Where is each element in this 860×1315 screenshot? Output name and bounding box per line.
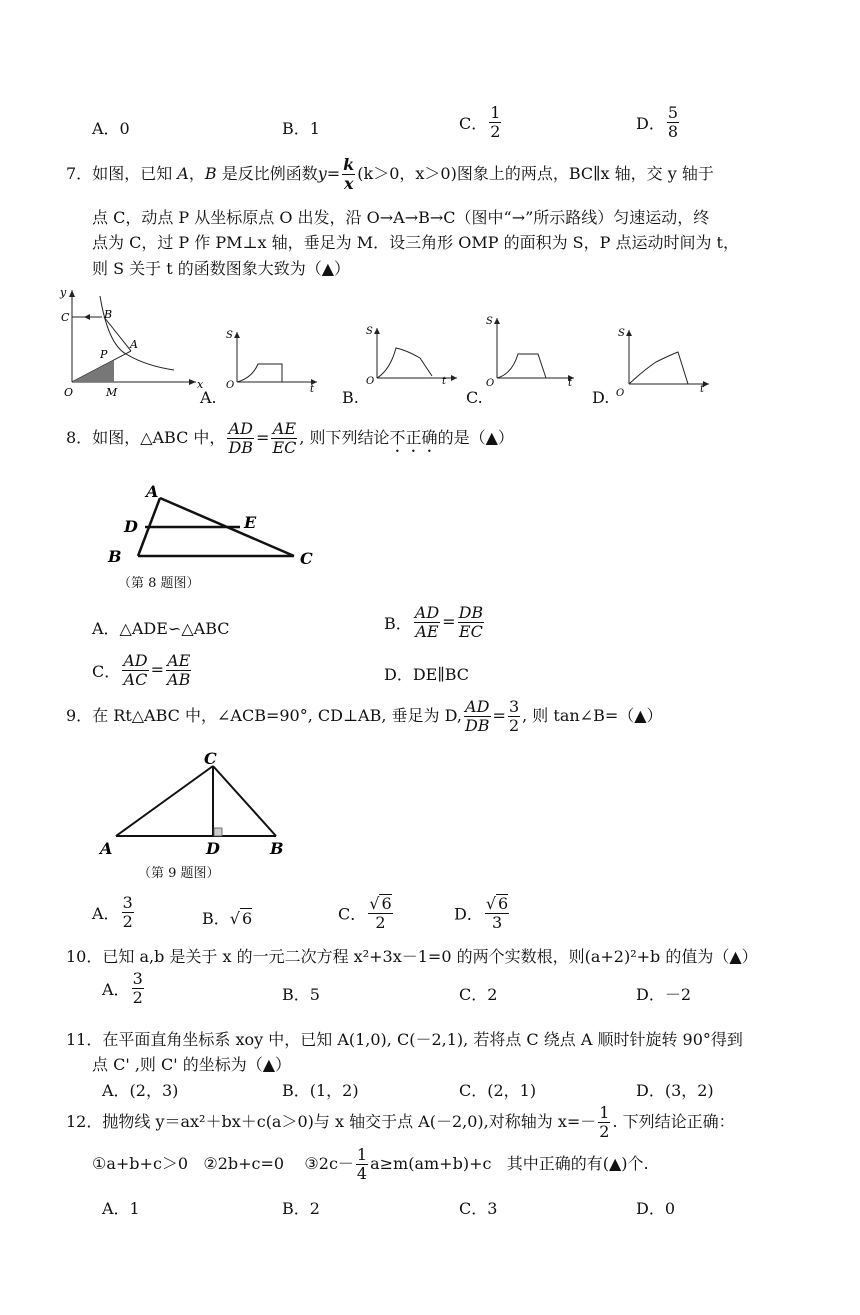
q9-figure <box>96 748 296 858</box>
svg-text:O: O <box>616 388 625 399</box>
q11-option-d: D．(3，2) <box>636 1081 714 1100</box>
q10-option-b: B．5 <box>282 985 320 1004</box>
svg-text:S: S <box>226 330 233 341</box>
q10-option-d: D．－2 <box>636 985 692 1004</box>
q12-option-b: B．2 <box>282 1199 320 1218</box>
q11-line-2: 点 C' ,则 C' 的坐标为（▲） <box>92 1055 292 1074</box>
q6-option-c: C． $\frac{1}{2}$ <box>459 103 501 141</box>
q7-line-1: 7．如图，已知 A，B 是反比例函数y= $\frac{k}{x}$ (k＞0，x＞0)图象上的两点，BC∥x 轴，交 y 轴于 <box>66 155 714 193</box>
fig7-p-label: P <box>100 348 108 361</box>
q11-option-b: B．(1，2) <box>282 1081 359 1100</box>
fig7-a-label: A <box>130 338 138 351</box>
svg-text:D: D <box>124 517 138 536</box>
fig7-o-label: O <box>64 386 74 399</box>
q6-option-d: D． $\frac{5}{8}$ <box>636 103 679 141</box>
q7-graph-b <box>362 320 462 390</box>
q12-line-2: ①a+b+c＞0 ②2b+c=0 ③2c－ $\frac{1}{4}$ a≥m(am+b)+c 其中正确的有(▲)个. <box>92 1145 649 1183</box>
svg-text:C: C <box>204 749 217 768</box>
svg-text:S: S <box>618 328 625 339</box>
fig7-c-label: C <box>61 311 70 324</box>
q9-option-b: B．√ 6 <box>202 909 253 928</box>
q8-option-c: C． $\frac{AD}{AC}$ = $\frac{AE}{AB}$ <box>92 651 191 689</box>
q9-option-a: A． $\frac{3}{2}$ <box>92 893 133 931</box>
svg-text:O: O <box>366 376 375 387</box>
fig7-m-label: M <box>106 386 118 399</box>
q8-option-a: A．△ADE∽△ABC <box>92 619 230 638</box>
q12-option-a: A．1 <box>102 1199 140 1218</box>
svg-text:C: C <box>300 549 313 568</box>
q9-option-d: D． $\frac{√ 6}{3}$ <box>454 894 509 932</box>
q9-option-c: C． $\frac{√ 6}{2}$ <box>338 894 392 932</box>
svg-text:t: t <box>442 376 447 387</box>
q6-option-a: A．0 <box>92 119 130 138</box>
svg-text:A: A <box>146 482 159 501</box>
q6-option-b: B．1 <box>282 119 320 138</box>
q7-line-2: 点 C，动点 P 从坐标原点 O 出发，沿 O→A→B→C（图中“→”所示路线）匀速运动，终 <box>92 208 710 227</box>
q9-line-1: 9．在 Rt△ABC 中，∠ACB=90°, CD⊥AB, 垂足为 D, $\frac{AD}{DB}$ = $\frac{3}{2}$ , 则 tan∠B=（▲） <box>66 697 663 735</box>
q7-option-b: B. <box>342 388 359 407</box>
q7-figure <box>56 284 206 404</box>
q8-line-1: 8．如图，△ABC 中， $\frac{AD}{DB}$ = $\frac{AE}{EC}$ , 则下列结论不正确的是（▲） <box>66 419 514 457</box>
q7-option-c: C. <box>466 388 483 407</box>
q7-graph-c <box>482 310 582 390</box>
svg-text:D: D <box>206 839 220 858</box>
svg-text:B: B <box>270 839 284 858</box>
q8-caption: （第 8 题图） <box>118 576 200 591</box>
q7-option-a: A. <box>200 388 217 407</box>
svg-text:A: A <box>100 839 113 858</box>
q12-line-1: 12．抛物线 y＝ax²＋bx＋c(a＞0)与 x 轴交于点 A(－2,0),对称轴为 x=－ $\frac{1}{2}$ . 下列结论正确： <box>66 1103 735 1141</box>
svg-text:B: B <box>108 547 122 566</box>
q7-option-d: D. <box>592 388 610 407</box>
q11-line-1: 11．在平面直角坐标系 xoy 中，已知 A(1,0), C(－2,1), 若将点 C 绕点 A 顺时针旋转 90°得到 <box>66 1030 743 1049</box>
svg-text:t: t <box>568 378 573 389</box>
q9-caption: （第 9 题图） <box>138 866 220 881</box>
q10-option-c: C．2 <box>459 985 498 1004</box>
svg-text:O: O <box>226 380 235 391</box>
q7-graph-d <box>614 322 714 399</box>
svg-text:t: t <box>310 384 315 395</box>
fig7-x-label: x <box>197 378 204 391</box>
q10-option-a: A． $\frac{3}{2}$ <box>102 969 143 1007</box>
fig7-b-label: B <box>104 308 113 321</box>
svg-text:S: S <box>366 326 373 337</box>
q12-option-d: D．0 <box>636 1199 676 1218</box>
q11-option-c: C．(2，1) <box>459 1081 537 1100</box>
q7-line-3: 点为 C，过 P 作 PM⊥x 轴，垂足为 M．设三角形 OMP 的面积为 S，P 点运动时间为 t， <box>92 233 739 252</box>
q7-graph-a <box>222 324 322 394</box>
svg-text:E: E <box>244 513 257 532</box>
q8-option-d: D．DE∥BC <box>384 665 470 684</box>
q8-option-b: B． $\frac{AD}{AE}$ = $\frac{DB}{EC}$ <box>384 603 484 641</box>
svg-text:t: t <box>700 384 705 395</box>
q10-line-1: 10．已知 a,b 是关于 x 的一元二次方程 x²+3x－1=0 的两个实数根，则(a+2)²+b 的值为（▲） <box>66 947 758 966</box>
q7-line-4: 则 S 关于 t 的函数图象大致为（▲） <box>92 259 351 278</box>
svg-text:O: O <box>486 378 495 389</box>
svg-text:S: S <box>486 316 493 327</box>
q11-option-a: A．(2，3) <box>102 1081 179 1100</box>
q8-figure <box>102 480 332 572</box>
fig7-y-label: y <box>60 286 67 299</box>
q12-option-c: C．3 <box>459 1199 498 1218</box>
